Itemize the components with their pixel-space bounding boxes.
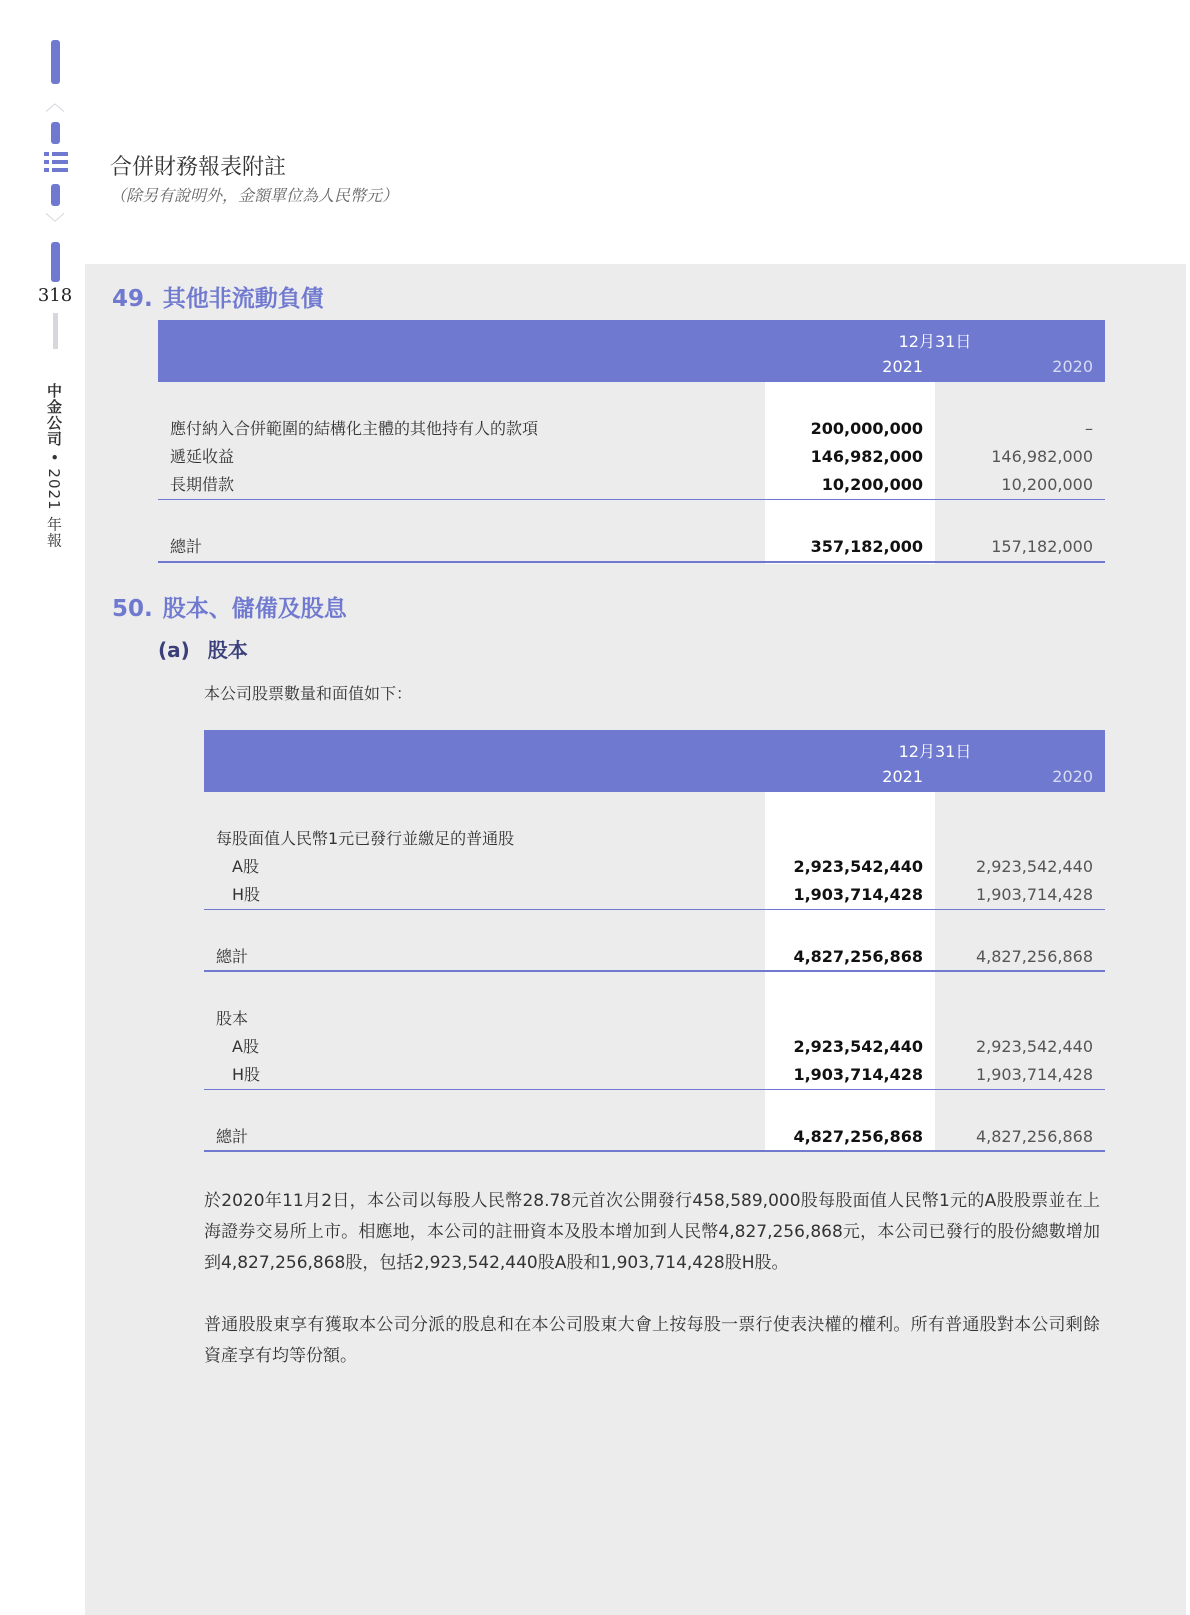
table-other-noncurrent-liabilities	[158, 320, 1105, 564]
value-2020: 146,982,000	[991, 447, 1093, 466]
row-label: 應付納入合併範圍的結構化主體的其他持有人的款項	[170, 419, 539, 438]
value-2020: 157,182,000	[991, 537, 1093, 556]
group-label-row	[204, 827, 1105, 851]
paragraph-rights: 普通股股東享有獲取本公司分派的股息和在本公司股東大會上按每股一票行使表決權的權利。所有普通股對本公司剩餘資產享有均等份額。	[204, 1315, 1100, 1366]
value-2020: –	[1085, 419, 1093, 438]
value-2020: 10,200,000	[1001, 475, 1093, 494]
header-date: 12月31日	[898, 742, 972, 761]
subtotal-rule	[204, 909, 1105, 910]
row-label: 股本	[216, 1009, 249, 1028]
page-subtitle: （除另有說明外，金額單位為人民幣元）	[110, 186, 399, 205]
row-label: 總計	[170, 537, 203, 556]
bullet-separator: •	[45, 452, 63, 469]
value-2021: 1,903,714,428	[793, 1065, 923, 1084]
row-label: A股	[232, 1037, 259, 1056]
section-50-title	[112, 590, 347, 623]
value-2021: 1,903,714,428	[793, 885, 923, 904]
section-number: 50.	[112, 596, 153, 622]
subsection-a-title	[158, 634, 248, 663]
header-year-2020: 2020	[1052, 767, 1093, 786]
value-2020: 1,903,714,428	[975, 1065, 1093, 1084]
page-title: 合併財務報表附註	[110, 155, 287, 180]
table-share-capital	[204, 730, 1105, 1152]
value-2021: 357,182,000	[810, 537, 923, 556]
row-label: 每股面值人民幣1元已發行並繳足的普通股	[216, 829, 515, 848]
menu-list-icon[interactable]	[44, 152, 70, 176]
value-2021: 10,200,000	[821, 475, 923, 494]
section-49-title	[112, 280, 324, 313]
nav-bar-mid	[51, 122, 60, 144]
value-2021: 146,982,000	[810, 447, 923, 466]
value-2021: 4,827,256,868	[793, 1127, 923, 1146]
table-row	[204, 1063, 1105, 1087]
total-row	[204, 945, 1105, 969]
section-number: 49.	[112, 286, 153, 312]
value-2021: 2,923,542,440	[793, 1037, 923, 1056]
header-year-2021: 2021	[882, 357, 923, 376]
table-row	[204, 855, 1105, 879]
report-label	[44, 383, 65, 548]
total-rule	[158, 561, 1105, 563]
header-year-2020: 2020	[1052, 357, 1093, 376]
value-2020: 4,827,256,868	[975, 1127, 1093, 1146]
value-2020: 4,827,256,868	[975, 947, 1093, 966]
table-row	[158, 473, 1105, 497]
divider	[53, 313, 58, 349]
table-header	[158, 320, 1105, 382]
row-label: H股	[232, 885, 261, 904]
header-year-2021: 2021	[882, 767, 923, 786]
section-heading: 股本、儲備及股息	[162, 596, 347, 622]
nav-bar-lower	[51, 184, 60, 206]
row-label: 總計	[216, 947, 249, 966]
company-name: 中金公司	[45, 383, 63, 447]
subsection-heading: 股本	[207, 638, 248, 662]
report-name: 2021 年報	[45, 468, 63, 549]
table-row	[158, 445, 1105, 469]
paragraph-ipo: 於2020年11月2日，本公司以每股人民幣28.78元首次公開發行458,589,000股每股面值人民幣1元的A股股票並在上海證券交易所上市。相應地，本公司的註冊資本及股本增加到人民幣4,827,256,868元，本公司已發行的股份總數增加到4,827,256,868股，包括2,923,542,440股A股和1,903,714,428股H股。	[204, 1191, 1100, 1273]
section-heading: 其他非流動負債	[162, 286, 324, 312]
table-row	[158, 417, 1105, 441]
row-label: 遞延收益	[170, 447, 235, 466]
value-2021: 200,000,000	[810, 419, 923, 438]
value-2021: 4,827,256,868	[793, 947, 923, 966]
nav-bar-top	[51, 40, 60, 84]
subtotal-rule	[204, 1089, 1105, 1090]
page-number: 318	[37, 285, 73, 306]
total-rule	[204, 970, 1105, 972]
nav-bar-bottom	[51, 242, 60, 282]
total-row	[204, 1125, 1105, 1149]
table-row	[204, 1035, 1105, 1059]
table-row	[204, 883, 1105, 907]
group-label-row	[204, 1007, 1105, 1031]
total-row	[158, 535, 1105, 559]
chevron-down-icon[interactable]: ﹀	[45, 211, 65, 235]
intro-text: 本公司股票數量和面值如下：	[204, 684, 413, 703]
row-label: 總計	[216, 1127, 249, 1146]
header-date: 12月31日	[898, 332, 972, 351]
value-2020: 2,923,542,440	[975, 1037, 1093, 1056]
total-rule	[204, 1150, 1105, 1152]
value-2020: 2,923,542,440	[975, 857, 1093, 876]
row-label: H股	[232, 1065, 261, 1084]
side-navigation	[0, 0, 85, 1615]
value-2021: 2,923,542,440	[793, 857, 923, 876]
row-label: 長期借款	[170, 475, 235, 494]
value-2020: 1,903,714,428	[975, 885, 1093, 904]
row-label: A股	[232, 857, 259, 876]
chevron-up-icon[interactable]: ︿	[45, 91, 65, 115]
subsection-number: (a)	[158, 638, 190, 662]
subtotal-rule	[158, 499, 1105, 500]
table-header	[204, 730, 1105, 792]
